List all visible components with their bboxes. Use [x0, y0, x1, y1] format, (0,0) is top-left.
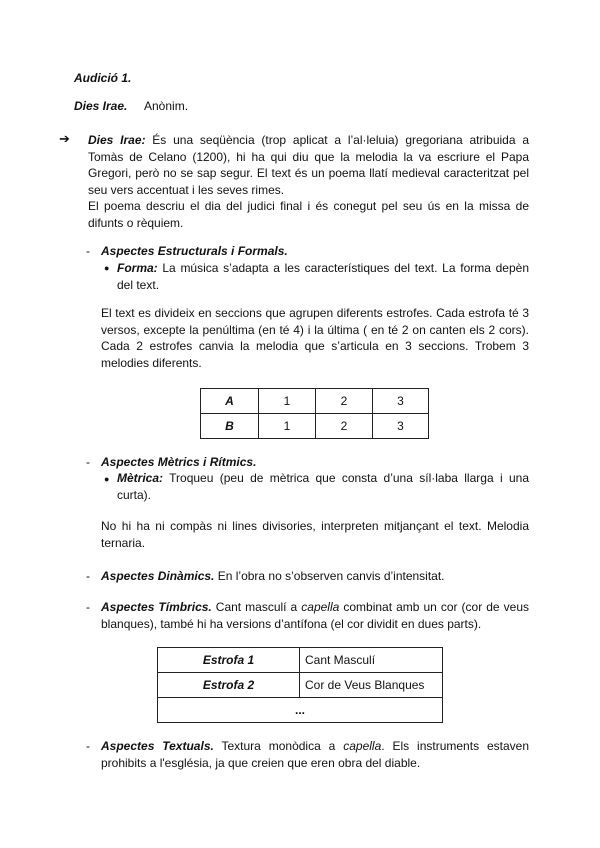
- table-cell: 2: [316, 414, 373, 439]
- table-cell: 3: [373, 389, 429, 414]
- section-heading-structural: Aspectes Estructurals i Formals.: [101, 244, 288, 258]
- timbric-section: [101, 599, 529, 632]
- work-author: Anònim.: [144, 99, 189, 113]
- table-cell: Cor de Veus Blanques: [300, 673, 443, 698]
- dash-marker: -: [86, 739, 90, 753]
- melody-table: [200, 388, 429, 439]
- forma-bullet: [117, 260, 529, 293]
- section-heading-textual: Aspectes Textuals.: [101, 739, 214, 753]
- table-row: [158, 673, 443, 698]
- dash-marker: -: [86, 569, 90, 583]
- work-name: Dies Irae.: [74, 99, 128, 113]
- bullet-icon: ●: [104, 474, 110, 484]
- metric-paragraph: No hi ha ni compàs ni lines divisories, interpreten mitjançant el text. Melodia ternaria.: [101, 519, 529, 550]
- timbric-italic: capella: [301, 600, 340, 614]
- intro-text-2: El poema descriu el dia del judici final i és conegut pel seu ús en la missa de difunts o rèquiem.: [88, 199, 529, 230]
- section-heading-timbric: Aspectes Tímbrics.: [101, 600, 212, 614]
- right-arrow-icon: ➔: [59, 131, 70, 146]
- work-line: [74, 98, 189, 115]
- table-row: [158, 648, 443, 673]
- textual-text: Textura monòdica a: [213, 739, 344, 753]
- timbric-text: combinat amb un cor (cor de veus blanques), també hi ha versions d’antífona (el cor dividit en dues parts).: [101, 600, 529, 631]
- table-cell: 1: [259, 414, 316, 439]
- section-heading-dynamic: Aspectes Dinàmics.: [101, 569, 215, 583]
- bullet-icon: ●: [104, 263, 110, 273]
- metrica-bullet: [117, 470, 529, 503]
- table-row: [201, 414, 429, 439]
- table-cell: A: [201, 389, 259, 414]
- table-row: [158, 698, 443, 723]
- intro-paragraph: [88, 132, 529, 231]
- table-cell: 2: [316, 389, 373, 414]
- table-cell: 3: [373, 414, 429, 439]
- intro-text: És una seqüència (trop aplicat a l’al·leluia) gregoriana atribuida a Tomàs de Celano (1200), hi ha qui diu que la melodia la va escriure el Papa Gregori, però no se sap segur. El text és un poema llatí medieval caracteritzat pel seu vers accentuat i les seves rimes.: [88, 133, 530, 197]
- dynamic-section: [101, 568, 529, 585]
- dynamic-text: En l’obra no s’observen canvis d’intensitat.: [214, 569, 445, 583]
- metrica-term: Mètrica:: [117, 471, 164, 485]
- dash-marker: -: [86, 244, 90, 258]
- table-cell: Estrofa 1: [158, 648, 300, 673]
- metrica-text: Troqueu (peu de mètrica que consta d’una síl·laba llarga i una curta).: [117, 471, 529, 502]
- timbric-text: Cant masculí a: [211, 600, 302, 614]
- table-cell: ...: [158, 698, 443, 723]
- dash-marker: -: [86, 600, 90, 614]
- forma-text: La música s’adapta a les característiques del text. La forma depèn del text.: [117, 261, 529, 292]
- dash-marker: -: [86, 455, 90, 469]
- table-row: [201, 389, 429, 414]
- textual-italic: capella: [343, 739, 382, 753]
- table-cell: Cant Masculí: [300, 648, 443, 673]
- structural-paragraph: El text es divideix en seccions que agrupen diferents estrofes. Cada estrofa té 3 versos, excepte la penúltima (en té 4) i la última ( en té 2 on canten els 2 cors). Cada 2 estrofes canvia la melodia que s’articula en 3 seccions. Trobem 3 melodies diferents.: [101, 306, 529, 370]
- document-title: Audició 1.: [74, 71, 132, 85]
- intro-term: Dies Irae:: [88, 133, 146, 147]
- strophe-table: [157, 647, 443, 723]
- table-cell: 1: [259, 389, 316, 414]
- table-cell: B: [201, 414, 259, 439]
- textual-text: . Els instruments estaven prohibits a l'església, ja que creien que eren obra del diable.: [101, 739, 529, 770]
- table-cell: Estrofa 2: [158, 673, 300, 698]
- section-heading-metric: Aspectes Mètrics i Rítmics.: [101, 455, 257, 469]
- forma-term: Forma:: [117, 261, 158, 275]
- textual-section: [101, 738, 529, 771]
